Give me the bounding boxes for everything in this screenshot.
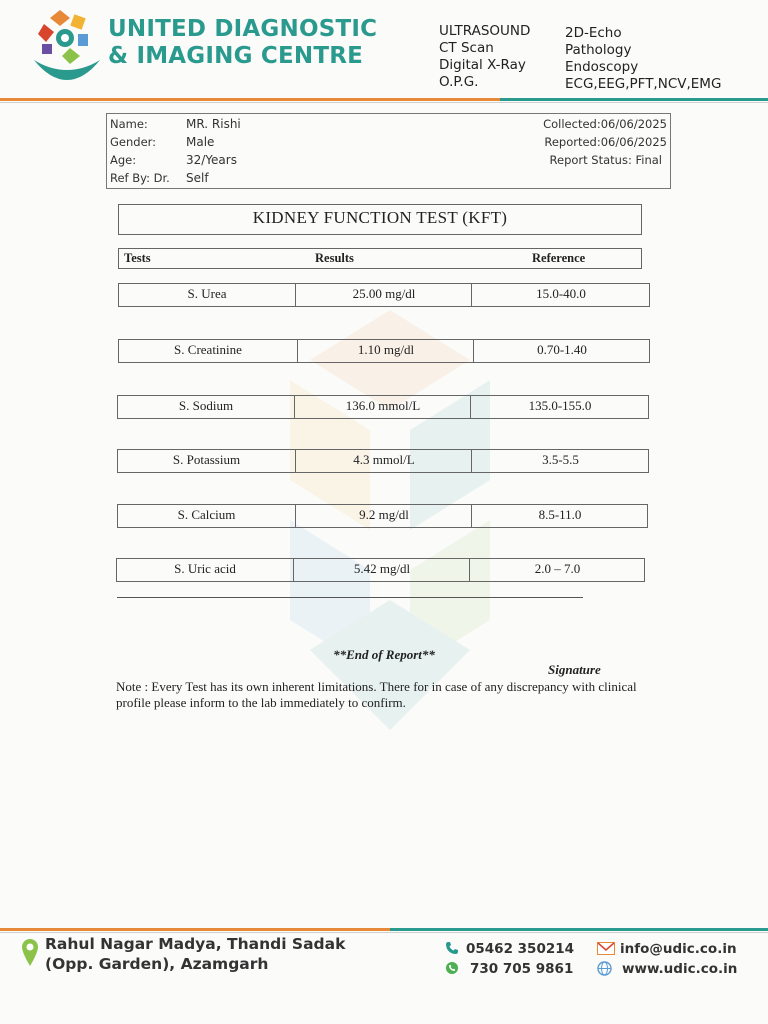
test-name: S. Calcium xyxy=(177,507,236,522)
service-item: ECG,EEG,PFT,NCV,EMG xyxy=(565,76,722,92)
test-reference: 8.5-11.0 xyxy=(471,505,648,527)
brand-name-line1: UNITED DIAGNOSTIC xyxy=(108,16,378,42)
globe-icon xyxy=(597,961,612,976)
email-icon xyxy=(597,942,615,955)
reported-date: Reported:06/06/2025 xyxy=(544,135,667,149)
name-label: Name: xyxy=(110,117,148,131)
test-reference: 135.0-155.0 xyxy=(470,396,649,418)
test-result: 4.3 mmol/L xyxy=(295,450,472,472)
header-rule-orange xyxy=(0,98,500,101)
test-name: S. Creatinine xyxy=(174,342,242,357)
test-result: 5.42 mg/dl xyxy=(293,559,470,581)
test-result: 136.0 mmol/L xyxy=(294,396,471,418)
footer-rule-thin xyxy=(0,932,768,933)
test-reference: 15.0-40.0 xyxy=(471,284,650,306)
address-line1: Rahul Nagar Madya, Thandi Sadak xyxy=(45,935,346,953)
header-rule-thin xyxy=(0,102,768,103)
whatsapp-number: 730 705 9861 xyxy=(470,961,574,977)
service-item: Endoscopy xyxy=(565,59,639,75)
table-row xyxy=(118,283,650,307)
column-header: Tests xyxy=(124,251,151,265)
brand-logo-icon xyxy=(30,8,105,88)
services-right xyxy=(565,25,721,93)
phone-icon xyxy=(445,941,459,955)
disclaimer-note: Note : Every Test has its own inherent limitations. There for in case of any discrepancy with clinical profile please inform to the lab immediately to confirm. xyxy=(116,679,637,710)
test-reference: 2.0 – 7.0 xyxy=(469,559,645,581)
email-address: info@udic.co.in xyxy=(620,941,737,957)
address-line2: (Opp. Garden), Azamgarh xyxy=(45,955,269,973)
signature-label: Signature xyxy=(548,662,601,677)
ref-label: Ref By: Dr. xyxy=(110,171,170,185)
service-item: ULTRASOUND xyxy=(439,23,531,39)
service-item: Pathology xyxy=(565,42,632,58)
test-result: 9.2 mg/dl xyxy=(295,505,472,527)
test-result: 25.00 mg/dl xyxy=(295,284,472,306)
patient-age: 32/Years xyxy=(186,153,237,167)
table-row xyxy=(117,449,649,473)
report-title: KIDNEY FUNCTION TEST (KFT) xyxy=(118,204,642,235)
table-header xyxy=(118,248,642,269)
test-name: S. Potassium xyxy=(172,452,241,467)
gender-label: Gender: xyxy=(110,135,157,149)
service-item: O.P.G. xyxy=(439,74,479,90)
brand-name-line2: & IMAGING CENTRE xyxy=(108,43,364,69)
header-rule-teal xyxy=(500,98,768,101)
service-item: Digital X-Ray xyxy=(439,57,526,73)
services-left xyxy=(439,23,530,91)
end-of-report: **End of Report** xyxy=(333,647,435,662)
column-header: Reference xyxy=(532,251,586,265)
location-pin-icon xyxy=(21,938,39,968)
age-label: Age: xyxy=(110,153,137,167)
test-reference: 0.70-1.40 xyxy=(473,340,650,362)
report-status: Report Status: Final xyxy=(549,153,662,167)
service-item: 2D-Echo xyxy=(565,25,622,41)
website-url: www.udic.co.in xyxy=(622,961,738,977)
whatsapp-icon xyxy=(445,961,459,975)
patient-name: MR. Rishi xyxy=(186,117,241,131)
patient-info-box xyxy=(106,113,671,189)
table-row xyxy=(118,339,650,363)
test-name: S. Sodium xyxy=(178,398,234,413)
table-bottom-rule xyxy=(117,597,583,598)
test-name: S. Urea xyxy=(187,286,227,301)
collected-date: Collected:06/06/2025 xyxy=(543,117,667,131)
footer-rule-teal xyxy=(390,928,768,931)
patient-gender: Male xyxy=(186,135,215,149)
test-name: S. Uric acid xyxy=(174,561,236,576)
table-row xyxy=(117,395,649,419)
column-header: Results xyxy=(315,251,354,265)
footer-rule-orange xyxy=(0,928,390,931)
patient-ref: Self xyxy=(186,171,209,185)
test-reference: 3.5-5.5 xyxy=(471,450,649,472)
test-result: 1.10 mg/dl xyxy=(297,340,474,362)
phone-number: 05462 350214 xyxy=(466,941,575,957)
table-row xyxy=(116,558,645,582)
table-row xyxy=(117,504,648,528)
service-item: CT Scan xyxy=(439,40,494,56)
